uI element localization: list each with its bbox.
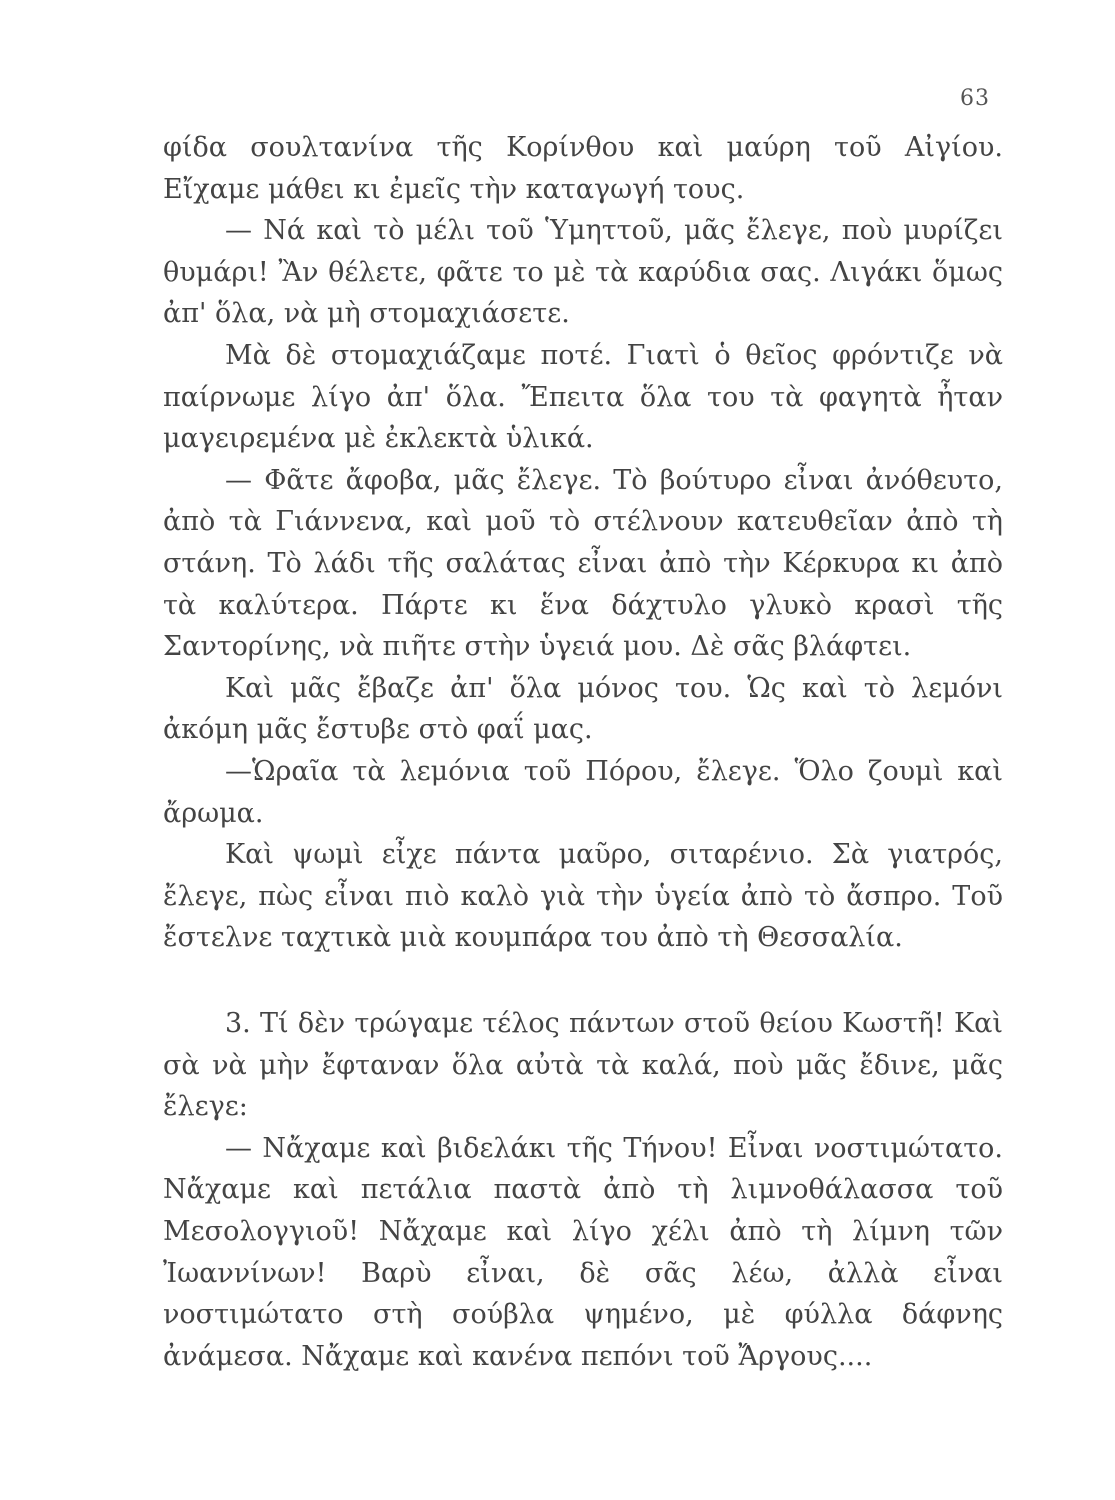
section-2 bbox=[163, 1003, 1003, 1377]
paragraph: — Φᾶτε ἄφοβα, μᾶς ἔλεγε. Τὸ βούτυρο εἶναι ἀνόθευτο, ἀπὸ τὰ Γιάννενα, καὶ μοῦ τὸ στέλνουν κατευθεῖαν ἀπὸ τὴ στάνη. Τὸ λάδι τῆς σαλάτας εἶναι ἀπὸ τὴν Κέρκυρα κι ἀπὸ τὰ καλύτερα. Πάρτε κι ἕνα δάχτυλο γλυκὸ κρασὶ τῆς Σαντορίνης, νὰ πιῆτε στὴν ὑγειά μου. Δὲ σᾶς βλάφτει. bbox=[163, 464, 1003, 663]
paragraph: Καὶ μᾶς ἔβαζε ἀπ' ὅλα μόνος του. Ὡς καὶ τὸ λεμόνι ἀκόμη μᾶς ἔστυβε στὸ φαΐ μας. bbox=[163, 672, 1003, 746]
paragraph: — Νἄχαμε καὶ βιδελάκι τῆς Τήνου! Εἶναι νοστιμώτατο. Νἄχαμε καὶ πετάλια παστὰ ἀπὸ τὴ λιμνοθάλασσα τοῦ Μεσολογγιοῦ! Νἄχαμε καὶ λίγο χέλι ἀπὸ τὴ λίμνη τῶν Ἰωαννίνων! Βαρὺ εἶναι, δὲ σᾶς λέω, ἀλλὰ εἶναι νοστιμώτατο στὴ σούβλα ψημένο, μὲ φύλλα δάφνης ἀνάμεσα. Νἄχαμε καὶ κανένα πεπόνι τοῦ Ἄργους.... bbox=[163, 1132, 1003, 1372]
paragraph: φίδα σουλτανίνα τῆς Κορίνθου καὶ μαύρη τοῦ Αἰγίου. Εἴχαμε μάθει κι ἐμεῖς τὴν καταγωγή τους. bbox=[163, 132, 1003, 205]
paragraph: — Νά καὶ τὸ μέλι τοῦ Ὑμηττοῦ, μᾶς ἔλεγε, ποὺ μυρίζει θυμάρι! Ἂν θέλετε, φᾶτε το μὲ τὰ καρύδια σας. Λιγάκι ὅμως ἀπ' ὅλα, νὰ μὴ στομαχιάσετε. bbox=[163, 215, 1003, 330]
section-1 bbox=[163, 127, 1003, 959]
page-number: 63 bbox=[960, 86, 990, 111]
paragraph: Καὶ ψωμὶ εἶχε πάντα μαῦρο, σιταρένιο. Σὰ γιατρός, ἔλεγε, πὼς εἶναι πιὸ καλὸ γιὰ τὴν ὑγεία ἀπὸ τὸ ἄσπρο. Τοῦ ἔστελνε ταχτικὰ μιὰ κουμπάρα του ἀπὸ τὴ Θεσσαλία. bbox=[163, 839, 1003, 954]
paragraph: 3. Τί δὲν τρώγαμε τέλος πάντων στοῦ θείου Κωστῆ! Καὶ σὰ νὰ μὴν ἔφταναν ὅλα αὐτὰ τὰ καλά, ποὺ μᾶς ἔδινε, μᾶς ἔλεγε: bbox=[163, 1008, 1003, 1123]
paragraph: —Ὡραῖα τὰ λεμόνια τοῦ Πόρου, ἔλεγε. Ὅλο ζουμὶ καὶ ἄρωμα. bbox=[163, 755, 1003, 829]
paragraph: Μὰ δὲ στομαχιάζαμε ποτέ. Γιατὶ ὁ θεῖος φρόντιζε νὰ παίρνωμε λίγο ἀπ' ὅλα. Ἔπειτα ὅλα του τὰ φαγητὰ ἦταν μαγειρεμένα μὲ ἐκλεκτὰ ὑλικά. bbox=[163, 339, 1003, 455]
